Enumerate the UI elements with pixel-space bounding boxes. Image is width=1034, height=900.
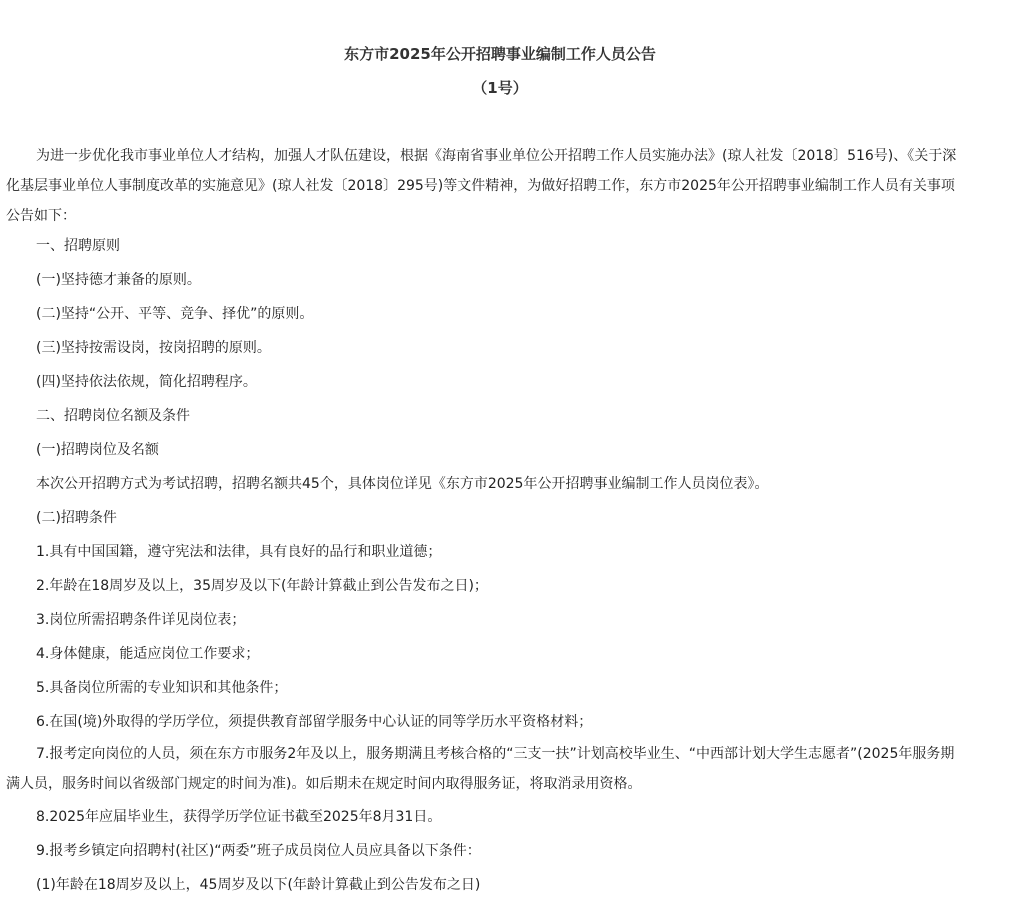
condition-item-8: 8.2025年应届毕业生，获得学历学位证书截至2025年8月31日。 <box>36 809 442 825</box>
condition-item-3: 3.岗位所需招聘条件详见岗位表； <box>36 612 246 628</box>
condition-item-6: 6.在国(境)外取得的学历学位，须提供教育部留学服务中心认证的同等学历水平资格材料； <box>36 714 593 730</box>
subsection-conditions: (二)招聘条件 <box>36 510 117 526</box>
condition-item-4: 4.身体健康，能适应岗位工作要求； <box>36 646 260 662</box>
condition-item-2: 2.年龄在18周岁及以上，35周岁及以下(年龄计算截止到公告发布之日)； <box>36 578 488 594</box>
section-heading-principles: 一、招聘原则 <box>36 238 120 254</box>
condition-item-5: 5.具备岗位所需的专业知识和其他条件； <box>36 680 288 696</box>
positions-quota-text: 本次公开招聘方式为考试招聘，招聘名额共45个，具体岗位详见《东方市2025年公开招聘事业编制工作人员岗位表》。 <box>36 476 769 492</box>
condition-item-1: 1.具有中国国籍，遵守宪法和法律，具有良好的品行和职业道德； <box>36 544 442 560</box>
principle-item-2: (二)坚持“公开、平等、竞争、择优”的原则。 <box>36 306 314 322</box>
intro-paragraph: 为进一步优化我市事业单位人才结构，加强人才队伍建设，根据《海南省事业单位公开招聘工作人员实施办法》(琼人社发〔2018〕516号)、《关于深化基层事业单位人事制度改革的实施意见》(琼人社发〔2018〕295号)等文件精神，为做好招聘工作，东方市2025年公开招聘事业编制工作人员有关事项公告如下： <box>6 148 957 224</box>
condition-item-9-sub-1: (1)年龄在18周岁及以上，45周岁及以下(年龄计算截止到公告发布之日) <box>36 877 481 893</box>
section-heading-positions: 二、招聘岗位名额及条件 <box>36 408 190 424</box>
principle-item-1: (一)坚持德才兼备的原则。 <box>36 272 201 288</box>
document-title: 东方市2025年公开招聘事业编制工作人员公告 <box>344 45 656 63</box>
subsection-positions-quota: (一)招聘岗位及名额 <box>36 442 159 458</box>
principle-item-3: (三)坚持按需设岗，按岗招聘的原则。 <box>36 340 271 356</box>
document-subtitle: （1号） <box>472 79 528 97</box>
condition-item-9: 9.报考乡镇定向招聘村(社区)“两委”班子成员岗位人员应具备以下条件： <box>36 843 481 859</box>
condition-item-7: 7.报考定向岗位的人员，须在东方市服务2年及以上，服务期满且考核合格的“三支一扶”计划高校毕业生、“中西部计划大学生志愿者”(2025年服务期满人员，服务时间以省级部门规定的时间为准)。如后期未在规定时间内取得服务证，将取消录用资格。 <box>6 746 955 792</box>
principle-item-4: (四)坚持依法依规，简化招聘程序。 <box>36 374 257 390</box>
